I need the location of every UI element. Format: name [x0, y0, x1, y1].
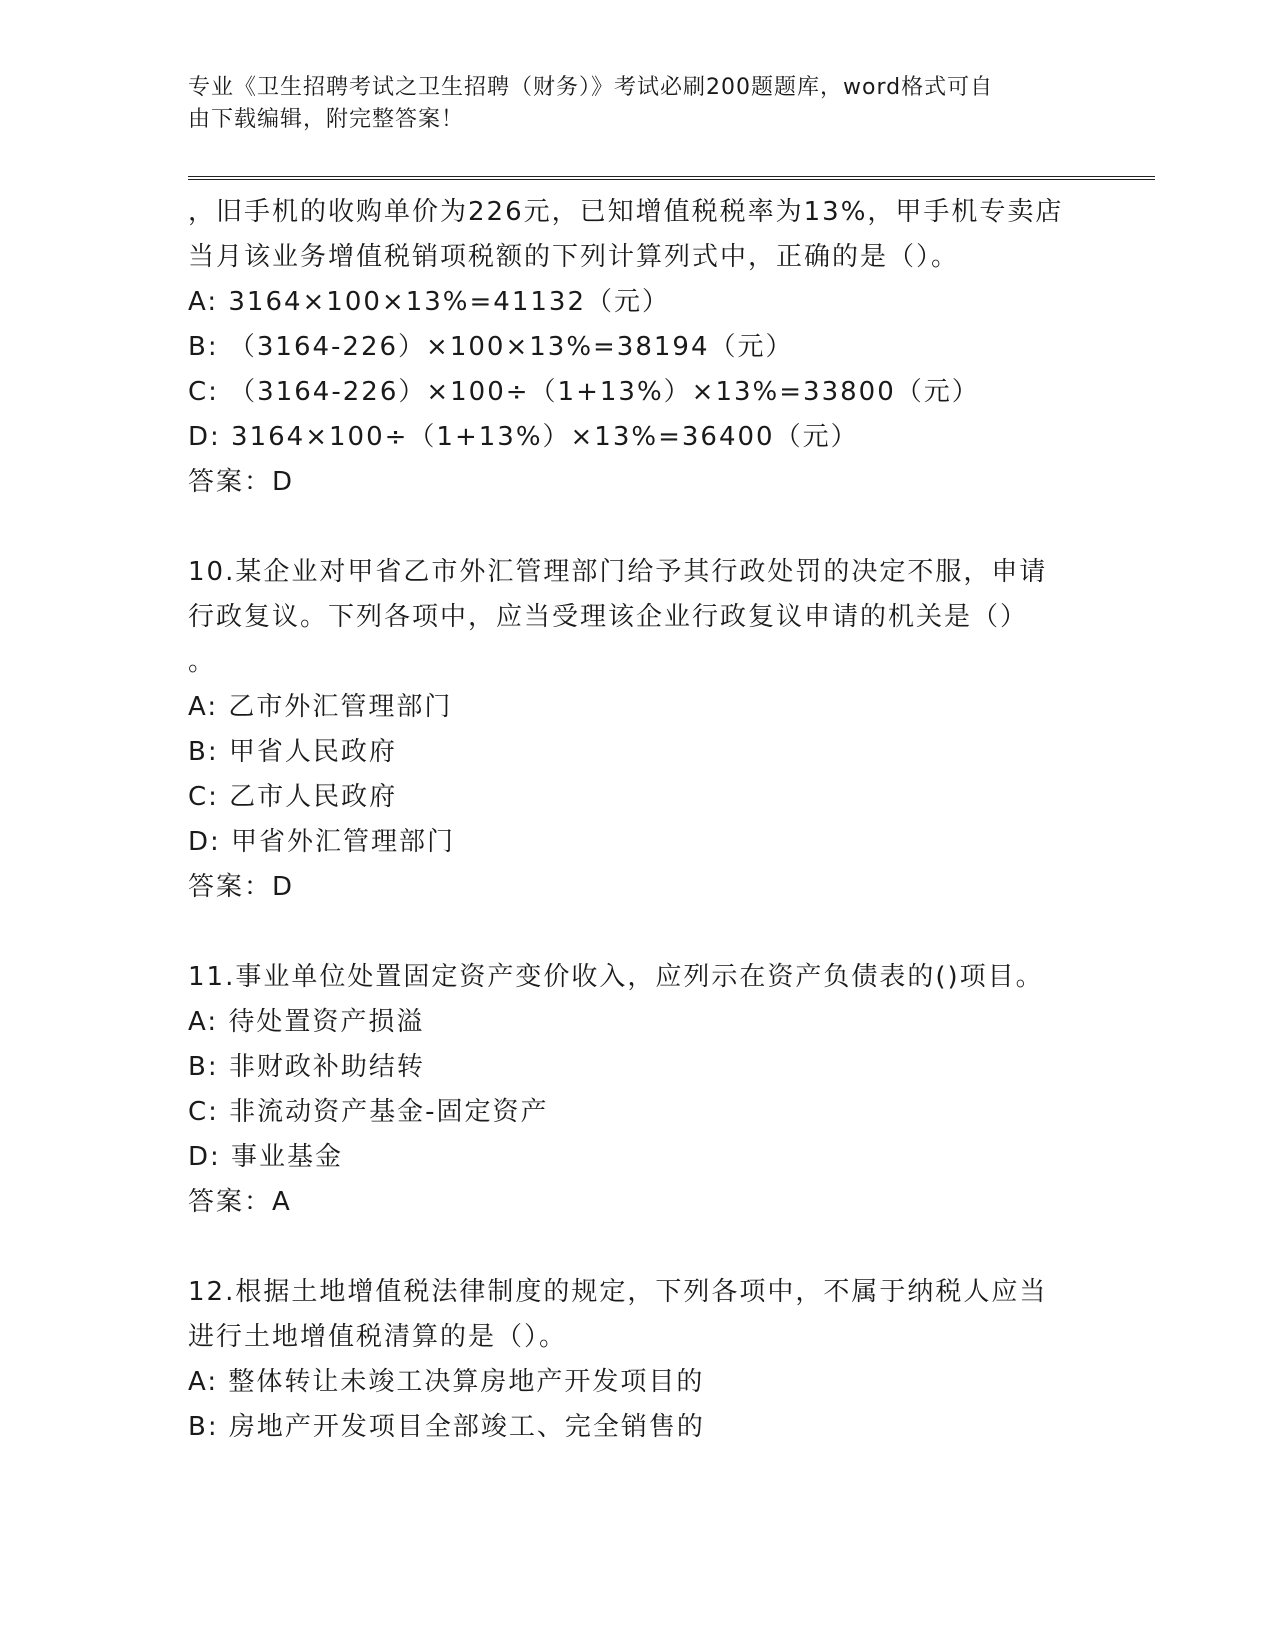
question-12-option-a: A: 整体转让未竣工决算房地产开发项目的 — [188, 1367, 705, 1397]
question-10-text-line-1: 10.某企业对甲省乙市外汇管理部门给予其行政处罚的决定不服，申请 — [188, 557, 1048, 587]
question-9-option-d: D: 3164×100÷（1+13%）×13%=36400（元） — [188, 422, 859, 452]
question-10-option-c: C: 乙市人民政府 — [188, 782, 398, 812]
question-11-option-c: C: 非流动资产基金-固定资产 — [188, 1097, 549, 1127]
question-12-option-b: B: 房地产开发项目全部竣工、完全销售的 — [188, 1412, 705, 1442]
question-12-text-line-2: 进行土地增值税清算的是（）。 — [188, 1322, 568, 1352]
question-10-option-a: A: 乙市外汇管理部门 — [188, 692, 453, 722]
question-11-answer: 答案：A — [188, 1187, 292, 1217]
question-11 — [188, 955, 1088, 1225]
question-9-option-c: C: （3164-226）×100÷（1+13%）×13%=33800（元） — [188, 377, 980, 407]
question-10-option-b: B: 甲省人民政府 — [188, 737, 397, 767]
spacer — [188, 505, 1088, 550]
spacer — [188, 910, 1088, 955]
header-divider — [188, 176, 1155, 180]
spacer — [188, 1225, 1088, 1270]
question-11-text-line-1: 11.事业单位处置固定资产变价收入，应列示在资产负债表的()项目。 — [188, 962, 1044, 992]
question-12 — [188, 1270, 1088, 1450]
header-line-2: 由下载编辑，附完整答案！ — [188, 107, 465, 132]
question-11-option-b: B: 非财政补助结转 — [188, 1052, 425, 1082]
question-content — [188, 190, 1088, 1450]
question-9-text-line-1: ，旧手机的收购单价为226元，已知增值税税率为13%，甲手机专卖店 — [188, 197, 1064, 227]
question-9 — [188, 190, 1088, 505]
question-11-option-d: D: 事业基金 — [188, 1142, 344, 1172]
question-9-text-line-2: 当月该业务增值税销项税额的下列计算列式中，正确的是（）。 — [188, 242, 960, 272]
question-9-option-b: B: （3164-226）×100×13%=38194（元） — [188, 332, 794, 362]
question-12-text-line-1: 12.根据土地增值税法律制度的规定，下列各项中，不属于纳税人应当 — [188, 1277, 1048, 1307]
question-10 — [188, 550, 1088, 910]
question-10-text-line-3: 。 — [188, 647, 217, 677]
question-9-answer: 答案：D — [188, 467, 295, 497]
header-line-1: 专业《卫生招聘考试之卫生招聘（财务）》考试必刷200题题库，word格式可自 — [188, 75, 994, 100]
question-9-option-a: A: 3164×100×13%=41132（元） — [188, 287, 671, 317]
question-10-text-line-2: 行政复议。下列各项中，应当受理该企业行政复议申请的机关是（） — [188, 602, 1029, 632]
document-header — [188, 72, 1088, 136]
question-10-answer: 答案：D — [188, 872, 295, 902]
question-11-option-a: A: 待处置资产损溢 — [188, 1007, 425, 1037]
question-10-option-d: D: 甲省外汇管理部门 — [188, 827, 456, 857]
